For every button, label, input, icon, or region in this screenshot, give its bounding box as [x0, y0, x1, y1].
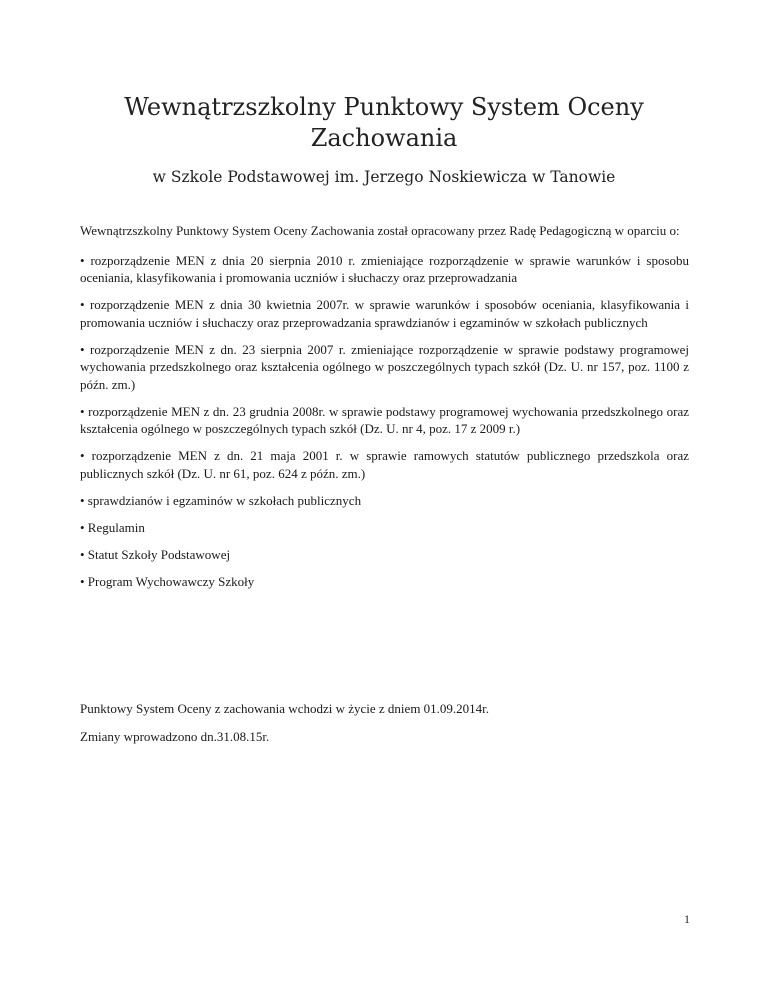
- list-item: • rozporządzenie MEN z dn. 21 maja 2001 r. w sprawie ramowych statutów publicznego przedszkola oraz publicznych szkół (Dz. U. nr 61, poz. 624 z późn. zm.): [80, 448, 689, 481]
- document-body: [80, 222, 689, 600]
- document-subtitle: w Szkole Podstawowej im. Jerzego Noskiewicza w Tanowie: [152, 168, 616, 186]
- document-notes: [80, 700, 689, 755]
- document-title: Wewnątrzszkolny Punktowy System Oceny Zachowania: [124, 93, 644, 152]
- intro-paragraph: Wewnątrzszkolny Punktowy System Oceny Zachowania został opracowany przez Radę Pedagogiczną w oparciu o:: [80, 223, 680, 238]
- list-item: • rozporządzenie MEN z dnia 20 sierpnia 2010 r. zmieniające rozporządzenie w sprawie warunków i sposobu oceniania, klasyfikowania i promowania uczniów i słuchaczy oraz przeprowadzania: [80, 252, 689, 285]
- list-item: • rozporządzenie MEN z dn. 23 sierpnia 2007 r. zmieniające rozporządzenie w sprawie podstawy programowej wychowania przedszkolnego oraz kształcenia ogólnego w poszczególnych typach szkół (Dz. U. nr 157, poz. 1100 z późn. zm.): [80, 341, 689, 392]
- list-item: • Statut Szkoły Podstawowej: [80, 546, 231, 562]
- effective-date-note: Punktowy System Oceny z zachowania wchodzi w życie z dniem 01.09.2014r.: [80, 701, 490, 716]
- list-item: • sprawdzianów i egzaminów w szkołach publicznych: [80, 492, 362, 508]
- page-number: 1: [684, 912, 690, 926]
- list-item: • Regulamin: [80, 519, 145, 535]
- list-item: • Program Wychowawczy Szkoły: [80, 573, 255, 589]
- changes-note: Zmiany wprowadzono dn.31.08.15r.: [80, 728, 270, 744]
- list-item: • rozporządzenie MEN z dn. 23 grudnia 2008r. w sprawie podstawy programowej wychowania przedszkolnego oraz kształcenia ogólnego w poszczególnych typach szkół (Dz. U. nr 4, poz. 17 z 2009 r.): [80, 403, 689, 436]
- list-item: • rozporządzenie MEN z dnia 30 kwietnia 2007r. w sprawie warunków i sposobów oceniania, klasyfikowania i promowania uczniów i słuchaczy oraz przeprowadzania sprawdzianów i egzaminów w szkołach publicznych: [80, 297, 689, 330]
